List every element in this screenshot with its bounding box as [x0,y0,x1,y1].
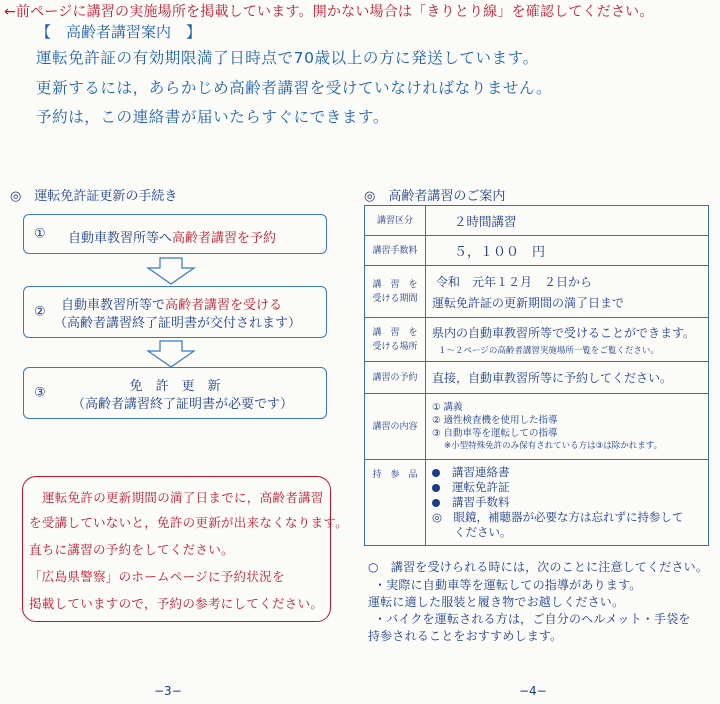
step-2-subtext: （高齢者講習終了証明書が交付されます） [54,316,302,331]
content-item-1: ① 講義 [432,401,463,413]
item-2-label: 運転免許証 [452,480,510,494]
note-1: ○ 講習を受けられる時には，次のことに注意してください。 [368,560,709,574]
bullet-icon [432,499,440,507]
value-period-2: 運転免許証の更新期間の満了日まで [432,295,625,310]
warning-line-5: 掲載していますので，予約の参考にしてください。 [29,596,324,611]
step-2-box [23,286,327,338]
content-item-2: ② 適性検査機を使用した指導 [432,414,558,426]
note-4: ・バイクを運転される方は，ご自分のヘルメット・手袋を [374,612,691,626]
value-place-2: １～２ページの高齢者講習実施場所一覧をご覧ください。 [438,345,659,356]
item-1 [432,465,702,480]
row-content [365,394,709,460]
step-3-number: ③ [34,385,46,401]
top-note-suffix: を確認してください。 [511,4,654,20]
step-3-box [23,367,327,419]
bullet-icon [432,469,440,477]
label-fee: 講習手数料 [365,236,426,266]
step-3-text: 免 許 更 新 [129,379,221,394]
step-1-text-a: 自動車教習所等へ [68,231,173,246]
content-note: ※小型特殊免許のみ保有されている方は③は除かれます。 [444,440,663,451]
label-place-1: 講 習 を [372,327,418,338]
arrow-down-2 [146,340,196,368]
course-info-table [364,205,709,546]
warning-line-3: 直ちに講習の予約をしてください。 [29,542,234,557]
row-fee [365,236,709,266]
step-2-number: ② [34,304,46,320]
step-1-number: ① [34,226,46,242]
label-period-1: 講 習 を [372,279,418,290]
value-content [426,394,709,460]
step-1-text-b: 高齢者講習を予約 [172,231,277,246]
top-note-highlight: 「きりとり線」 [412,4,512,20]
value-fee: ５，１００ 円 [426,236,709,266]
warning-line-4: 「広島県警察」のホームページに予約状況を [29,569,285,584]
row-place [365,318,709,362]
warning-box [22,476,349,622]
items-extra-2: ください。 [454,525,512,539]
note-3: 運転に適した服装と履き物でお越しください。 [368,595,625,609]
intro-line-2: 更新するには，あらかじめ高齢者講習を受けていなければなりません。 [36,79,553,97]
value-place [426,318,709,362]
page-number-right: −4− [519,684,547,698]
guide-title: ◎ 高齢者講習のご案内 [364,189,506,204]
label-place-2: 受ける場所 [372,341,418,352]
label-content: 講習の内容 [365,394,426,460]
bullet-icon [432,484,440,492]
top-note [4,1,654,21]
top-note-prefix: ←前ページに講習の実施場所を掲載しています。開かない場合は [4,4,413,20]
warning-line-2: を受講していないと，免許の更新が出来なくなります。 [29,515,349,530]
value-reserve: 直接，自動車教習所等に予約してください。 [426,362,709,394]
label-kubun: 講習区分 [365,206,426,236]
label-items: 持 参 品 [365,460,426,546]
item-3-label: 講習手数料 [452,495,510,509]
item-1-label: 講習連絡書 [452,465,510,479]
content-item-3: ③ 自動車等を運転しての指導 [432,427,558,439]
items-extra-1: ◎ 眼鏡，補聴器が必要な方は忘れずに持参して [432,510,684,524]
value-place-1: 県内の自動車教習所等で受けることができます。 [432,325,696,340]
label-place [365,318,426,362]
page-heading: 【 高齢者講習案内 】 [36,23,202,41]
step-3-subtext: （高齢者講習終了証明書が必要です） [72,397,294,412]
value-period-1: 令和 元年１２月 ２日から [436,274,593,289]
step-1-box [23,214,327,254]
step-2-text-a: 自動車教習所等で [61,298,166,313]
note-5: 持参されることをおすすめします。 [368,629,563,643]
arrow-down-1 [146,257,196,285]
row-kubun [365,206,709,236]
row-period [365,266,709,318]
label-period [365,266,426,318]
page-number-left: −3− [154,684,182,698]
row-items [365,460,709,546]
value-kubun: ２時間講習 [426,206,709,236]
intro-line-1: 運転免許証の有効期限満了日時点で70歳以上の方に発送しています。 [36,49,539,67]
value-period [426,266,709,318]
warning-line-1: 運転免許の更新期間の満了日までに，高齢者講習 [42,490,324,505]
intro-line-3: 予約は，この連絡書が届いたらすぐにできます。 [36,108,389,126]
procedure-title: ◎ 運転免許証更新の手続き [10,189,178,204]
item-3 [432,495,702,510]
value-items [426,460,709,546]
label-reserve: 講習の予約 [365,362,426,394]
step-2-text-b: 高齢者講習を受ける [165,298,283,313]
label-period-2: 受ける期間 [372,293,418,304]
item-2 [432,480,702,495]
note-2: ・実際に自動車等を運転しての指導があります。 [374,578,642,592]
row-reserve [365,362,709,394]
